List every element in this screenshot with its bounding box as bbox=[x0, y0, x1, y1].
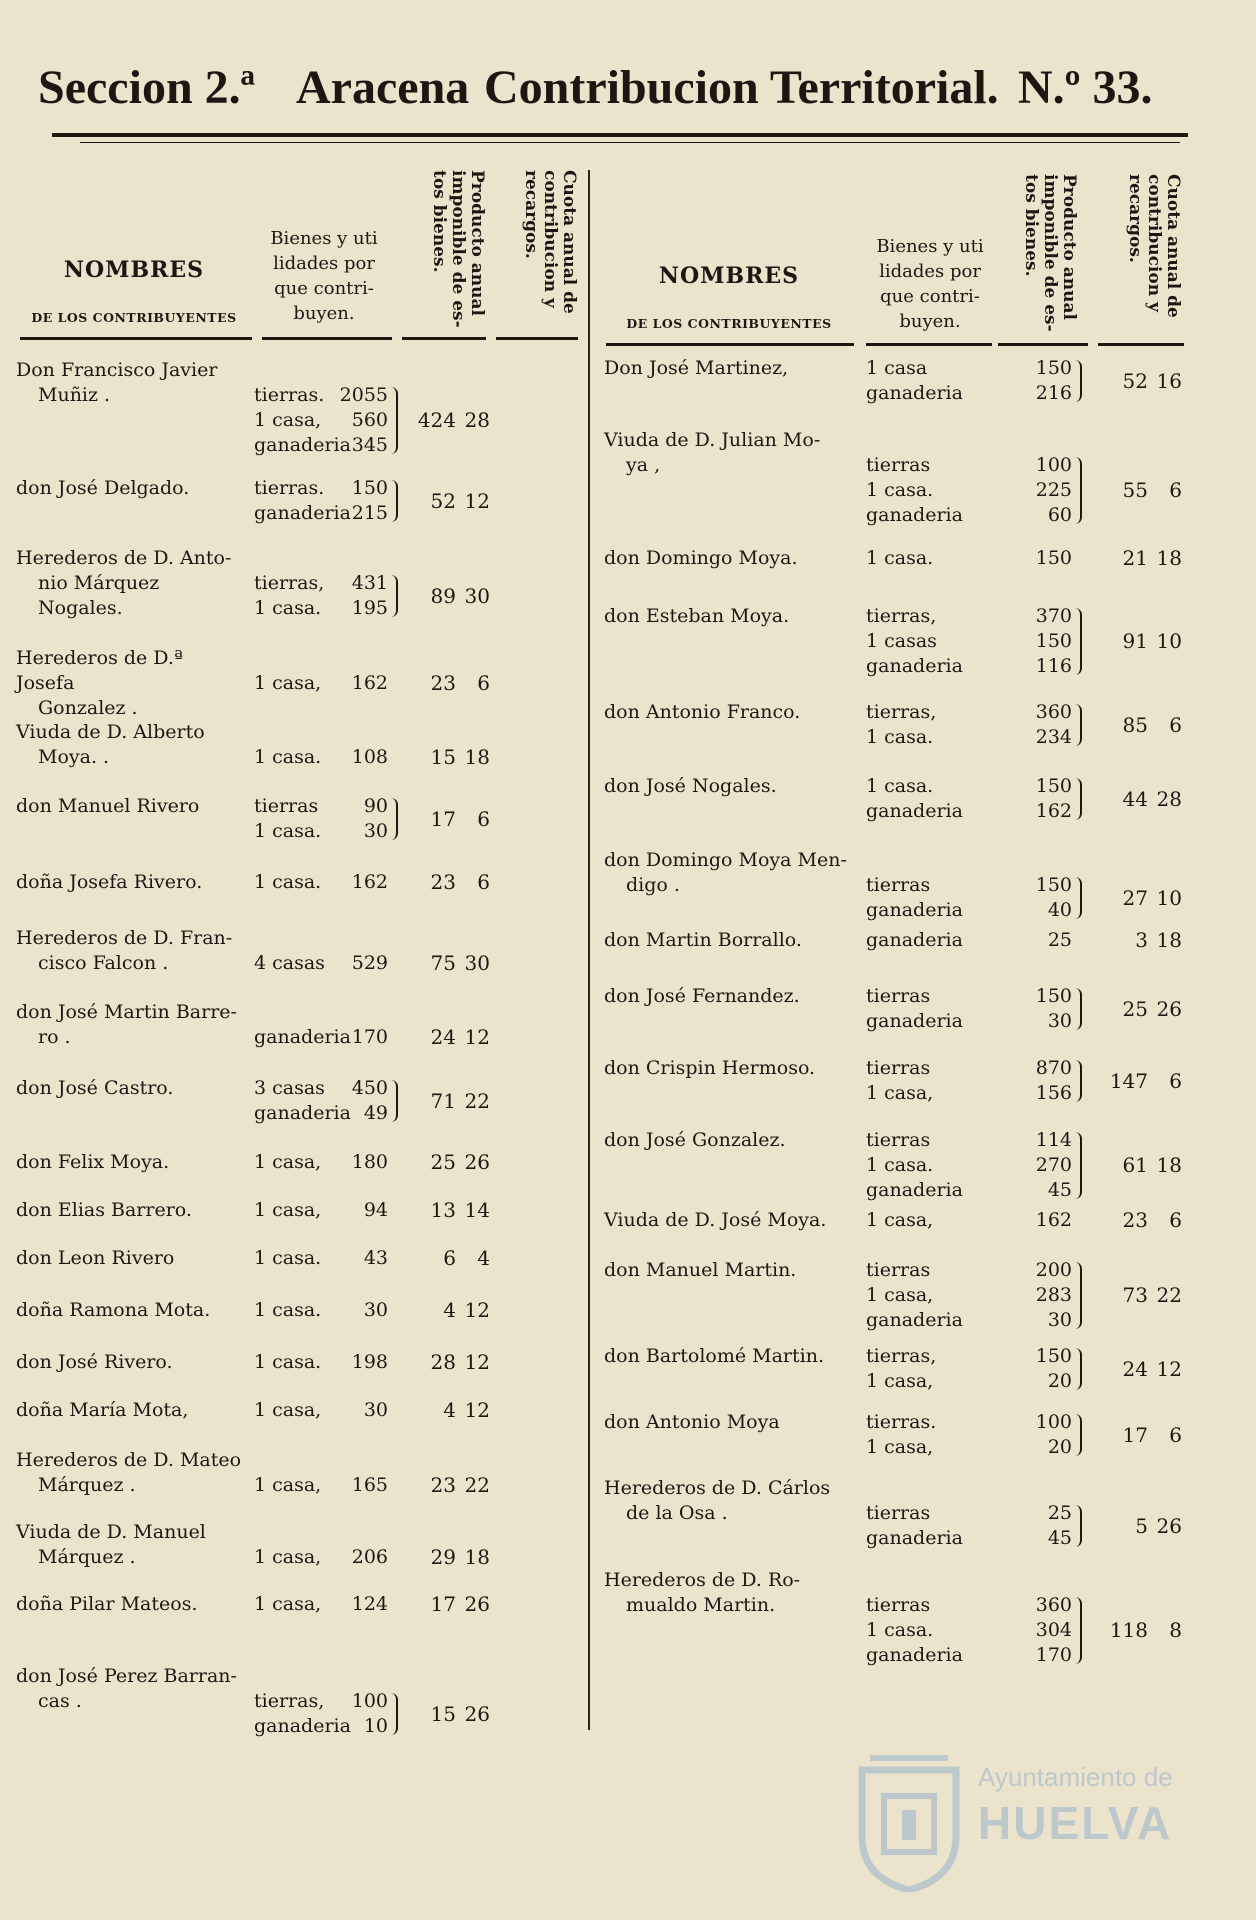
contributor-name: don Martin Borrallo. bbox=[604, 929, 802, 951]
property-items: 1 casa, bbox=[254, 1151, 322, 1173]
quota-value: 4 12 bbox=[443, 1398, 490, 1422]
cuota-header: Cuota anual de contribucion y recargos. bbox=[521, 170, 579, 314]
town-label: Aracena bbox=[296, 61, 470, 114]
brace bbox=[1075, 457, 1082, 524]
quota-value: 55 6 bbox=[1122, 478, 1182, 502]
quota-value: 52 16 bbox=[1122, 368, 1182, 393]
brace bbox=[1075, 1505, 1082, 1547]
product-values: 100 225 60 bbox=[1035, 454, 1072, 526]
contributor-name: don Antonio Franco. bbox=[604, 701, 801, 723]
product-values: 870 156 bbox=[1035, 1057, 1072, 1104]
product-values: 90 30 bbox=[363, 795, 388, 842]
quota-value: 23 6 bbox=[430, 870, 490, 894]
product-values: 206 bbox=[351, 1546, 388, 1568]
contributor-name: don José Perez Barran- cas . bbox=[16, 1665, 237, 1712]
brace bbox=[391, 1693, 398, 1735]
contributor-name: Herederos de D. Cárlos de la Osa . bbox=[604, 1477, 831, 1524]
property-items: 1 casa, bbox=[254, 1474, 322, 1496]
product-values: 25 45 bbox=[1047, 1502, 1072, 1549]
page-title bbox=[38, 60, 1178, 130]
coat-of-arms-icon bbox=[850, 1752, 968, 1892]
quota-value: 25 26 bbox=[430, 1150, 490, 1174]
contributor-name: Herederos de D. Ro- mualdo Martin. bbox=[604, 1569, 801, 1616]
contributor-name: Don Francisco Javier Muñiz . bbox=[16, 359, 218, 406]
header-rule bbox=[998, 343, 1088, 346]
property-items: tierras. 1 casa, ganaderia bbox=[254, 384, 351, 456]
quota-value: 28 12 bbox=[430, 1350, 490, 1374]
product-values: 94 bbox=[363, 1199, 388, 1221]
property-items: 1 casa. bbox=[254, 871, 322, 893]
contributor-name: don Leon Rivero bbox=[16, 1247, 175, 1269]
property-items: 1 casa. bbox=[254, 746, 322, 768]
property-items: tierras ganaderia bbox=[866, 1502, 963, 1549]
property-items: 1 casa. bbox=[254, 1299, 322, 1321]
contributor-name: don José Rivero. bbox=[16, 1351, 173, 1373]
product-values: 360 304 170 bbox=[1035, 1594, 1072, 1666]
header-rule bbox=[262, 337, 392, 340]
brace bbox=[391, 575, 398, 617]
property-items: tierras 1 casa. ganaderia bbox=[866, 1129, 963, 1201]
contributor-name: don Domingo Moya. bbox=[604, 547, 798, 569]
brace bbox=[1075, 1348, 1082, 1390]
contributor-name: don José Delgado. bbox=[16, 477, 190, 499]
property-items: 1 casa. bbox=[254, 1351, 322, 1373]
product-values: 360 234 bbox=[1035, 701, 1072, 748]
brace bbox=[391, 1080, 398, 1122]
header-rule bbox=[402, 337, 486, 340]
contributor-name: Herederos de D.ª Josefa Gonzalez . bbox=[16, 647, 183, 719]
contributor-name: don José Martin Barre- ro . bbox=[16, 1001, 237, 1048]
product-values: 108 bbox=[351, 746, 388, 768]
register-title: Contribucion Territorial. bbox=[484, 61, 999, 114]
property-items: 4 casas bbox=[254, 952, 325, 974]
contributor-name: Viuda de D. José Moya. bbox=[604, 1209, 827, 1231]
quota-value: 424 28 bbox=[417, 408, 490, 432]
property-items: tierras, 1 casa, bbox=[866, 1345, 937, 1392]
column-divider bbox=[588, 170, 590, 1730]
names-title: NOMBRES bbox=[658, 263, 800, 289]
quota-value: 71 22 bbox=[430, 1088, 490, 1113]
names-subtitle: DE LOS CONTRIBUYENTES bbox=[31, 310, 237, 325]
section-label: Seccion 2.ª bbox=[38, 61, 256, 114]
quota-value: 89 30 bbox=[430, 583, 490, 608]
property-items: 1 casa ganaderia bbox=[866, 357, 963, 404]
quota-value: 17 6 bbox=[430, 806, 490, 831]
product-values: 150 bbox=[1035, 547, 1072, 569]
quota-value: 3 18 bbox=[1135, 928, 1182, 952]
brace bbox=[1075, 877, 1082, 919]
product-values: 180 bbox=[351, 1151, 388, 1173]
contributor-name: Herederos de D. Mateo Márquez . bbox=[16, 1449, 242, 1496]
property-items: tierras. 1 casa, bbox=[866, 1411, 937, 1458]
quota-value: 15 26 bbox=[430, 1701, 490, 1726]
right-column bbox=[604, 170, 1184, 1666]
names-title: NOMBRES bbox=[63, 257, 205, 283]
quota-value: 75 30 bbox=[430, 951, 490, 975]
product-values: 450 49 bbox=[351, 1077, 388, 1124]
brace bbox=[391, 387, 398, 454]
quota-value: 23 22 bbox=[430, 1473, 490, 1497]
product-values: 162 bbox=[1035, 1209, 1072, 1231]
property-items: 1 casa, bbox=[254, 1546, 322, 1568]
quota-value: 147 6 bbox=[1109, 1068, 1182, 1093]
quota-value: 15 18 bbox=[430, 745, 490, 769]
property-items: tierras, 1 casas ganaderia bbox=[866, 605, 963, 677]
product-values: 170 bbox=[351, 1026, 388, 1048]
contributor-name: don Manuel Rivero bbox=[16, 795, 200, 817]
quota-value: 5 26 bbox=[1135, 1513, 1182, 1538]
quota-value: 27 10 bbox=[1122, 885, 1182, 910]
property-items: 1 casa. bbox=[866, 547, 934, 569]
watermark-line1: Ayuntamiento de bbox=[978, 1762, 1173, 1792]
producto-header: Producto anual imponible de es-tos bienes. bbox=[1021, 174, 1079, 332]
property-items: tierras ganaderia bbox=[866, 874, 963, 921]
product-values: 150 40 bbox=[1035, 874, 1072, 921]
names-header bbox=[16, 257, 252, 326]
left-column-header bbox=[16, 170, 578, 348]
bienes-header: Bienes y uti lidades por que contri- buyen. bbox=[270, 228, 378, 324]
property-items: ganaderia bbox=[254, 1026, 351, 1048]
property-items: ganaderia bbox=[866, 929, 963, 951]
property-items: 1 casa, bbox=[254, 1399, 322, 1421]
product-values: 431 195 bbox=[351, 572, 388, 619]
contributor-name: don Manuel Martin. bbox=[604, 1259, 797, 1281]
product-values: 100 20 bbox=[1035, 1411, 1072, 1458]
brace bbox=[1075, 1262, 1082, 1329]
product-values: 150 20 bbox=[1035, 1345, 1072, 1392]
contributor-name: don José Nogales. bbox=[604, 775, 777, 797]
product-values: 43 bbox=[363, 1247, 388, 1269]
brace bbox=[1075, 988, 1082, 1030]
product-values: 25 bbox=[1047, 929, 1072, 951]
contributor-name: Don José Martinez, bbox=[604, 357, 789, 379]
product-values: 529 bbox=[351, 952, 388, 974]
brace bbox=[391, 480, 398, 522]
product-values: 30 bbox=[363, 1399, 388, 1421]
contributor-name: don Domingo Moya Men- digo . bbox=[604, 849, 847, 896]
header-rule bbox=[496, 337, 578, 340]
brace bbox=[1075, 608, 1082, 675]
brace bbox=[391, 798, 398, 840]
bienes-header: Bienes y uti lidades por que contri- buyen. bbox=[876, 236, 984, 332]
product-values: 114 270 45 bbox=[1035, 1129, 1072, 1201]
contributor-name: don José Fernandez. bbox=[604, 985, 800, 1007]
product-values: 150 30 bbox=[1035, 985, 1072, 1032]
quota-value: 24 12 bbox=[430, 1025, 490, 1049]
quota-value: 24 12 bbox=[1122, 1356, 1182, 1381]
brace bbox=[1075, 1132, 1082, 1199]
quota-value: 17 26 bbox=[430, 1592, 490, 1616]
contributor-name: doña Pilar Mateos. bbox=[16, 1593, 198, 1615]
quota-value: 85 6 bbox=[1122, 712, 1182, 737]
watermark-line2: HUELVA bbox=[978, 1797, 1173, 1849]
producto-header: Producto anual imponible de es-tos bienes. bbox=[429, 170, 487, 328]
product-values: 200 283 30 bbox=[1035, 1259, 1072, 1331]
quota-value: 73 22 bbox=[1122, 1283, 1182, 1307]
product-values: 30 bbox=[363, 1299, 388, 1321]
right-column-header bbox=[604, 170, 1184, 348]
contributor-name: don Bartolomé Martin. bbox=[604, 1345, 824, 1367]
property-items: 1 casa, bbox=[866, 1209, 934, 1231]
contributor-name: don Esteban Moya. bbox=[604, 605, 790, 627]
property-items: 3 casas ganaderia bbox=[254, 1077, 351, 1124]
brace bbox=[1075, 778, 1082, 820]
property-items: tierras, 1 casa. bbox=[254, 572, 325, 619]
property-items: tierras, ganaderia bbox=[254, 1690, 351, 1737]
product-values: 198 bbox=[351, 1351, 388, 1373]
quota-value: 6 4 bbox=[443, 1246, 490, 1270]
property-items: tierras 1 casa, ganaderia bbox=[866, 1259, 963, 1331]
header-rule bbox=[1098, 343, 1184, 346]
quota-value: 23 6 bbox=[1122, 1208, 1182, 1232]
contributor-name: Viuda de D. Manuel Márquez . bbox=[16, 1521, 206, 1568]
contributor-name: doña Ramona Mota. bbox=[16, 1299, 211, 1321]
product-values: 100 10 bbox=[351, 1690, 388, 1737]
property-items: tierras 1 casa. ganaderia bbox=[866, 1594, 963, 1666]
contributor-name: doña Josefa Rivero. bbox=[16, 871, 203, 893]
contributor-name: don Elias Barrero. bbox=[16, 1199, 192, 1221]
property-items: tierras ganaderia bbox=[866, 985, 963, 1032]
brace bbox=[1075, 1060, 1082, 1102]
quota-value: 91 10 bbox=[1122, 629, 1182, 653]
property-items: tierras, 1 casa. bbox=[866, 701, 937, 748]
property-items: tierras 1 casa, bbox=[866, 1057, 934, 1104]
brace bbox=[1075, 360, 1082, 402]
quota-value: 44 28 bbox=[1122, 786, 1182, 811]
quota-value: 118 8 bbox=[1109, 1618, 1182, 1642]
property-items: tierras 1 casa. ganaderia bbox=[866, 454, 963, 526]
property-items: 1 casa. ganaderia bbox=[866, 775, 963, 822]
quota-value: 52 12 bbox=[430, 488, 490, 513]
contributor-name: don Crispin Hermoso. bbox=[604, 1057, 816, 1079]
cuota-header: Cuota anual de contribucion y recargos. bbox=[1125, 174, 1183, 318]
title-rule bbox=[52, 133, 1188, 137]
product-values: 150 215 bbox=[351, 477, 388, 524]
brace bbox=[1075, 1597, 1082, 1664]
names-header bbox=[604, 263, 854, 332]
product-values: 124 bbox=[351, 1593, 388, 1615]
product-values: 150 162 bbox=[1035, 775, 1072, 822]
register-number: N.º 33. bbox=[1018, 61, 1153, 114]
product-values: 370 150 116 bbox=[1035, 605, 1072, 677]
brace bbox=[1075, 1414, 1082, 1456]
product-values: 162 bbox=[351, 672, 388, 694]
watermark bbox=[850, 1752, 1190, 1902]
contributor-name: don Antonio Moya bbox=[604, 1411, 780, 1433]
header-rule bbox=[866, 343, 992, 346]
product-values: 162 bbox=[351, 871, 388, 893]
brace bbox=[1075, 704, 1082, 746]
quota-value: 23 6 bbox=[430, 671, 490, 695]
contributor-name: don José Castro. bbox=[16, 1077, 174, 1099]
property-items: 1 casa. bbox=[254, 1247, 322, 1269]
property-items: 1 casa, bbox=[254, 1593, 322, 1615]
property-items: tierras. ganaderia bbox=[254, 477, 351, 524]
quota-value: 29 18 bbox=[430, 1545, 490, 1569]
contributor-name: Herederos de D. Anto- nio Márquez Nogales. bbox=[16, 547, 232, 619]
names-subtitle: DE LOS CONTRIBUYENTES bbox=[626, 316, 832, 331]
quota-value: 61 18 bbox=[1122, 1153, 1182, 1177]
product-values: 2055 560 345 bbox=[339, 384, 388, 456]
product-values: 150 216 bbox=[1035, 357, 1072, 404]
contributor-name: don Felix Moya. bbox=[16, 1151, 170, 1173]
header-rule bbox=[20, 337, 252, 340]
property-items: tierras 1 casa. bbox=[254, 795, 322, 842]
quota-value: 21 18 bbox=[1122, 546, 1182, 570]
contributor-name: don José Gonzalez. bbox=[604, 1129, 786, 1151]
property-items: 1 casa, bbox=[254, 1199, 322, 1221]
title-rule-thin bbox=[80, 142, 1180, 143]
quota-value: 25 26 bbox=[1122, 996, 1182, 1021]
product-values: 165 bbox=[351, 1474, 388, 1496]
property-items: 1 casa, bbox=[254, 672, 322, 694]
quota-value: 17 6 bbox=[1122, 1422, 1182, 1447]
contributor-name: doña María Mota, bbox=[16, 1399, 189, 1421]
quota-value: 4 12 bbox=[443, 1298, 490, 1322]
quota-value: 13 14 bbox=[430, 1198, 490, 1222]
contributor-name: Herederos de D. Fran- cisco Falcon . bbox=[16, 927, 233, 974]
left-column bbox=[16, 170, 579, 1737]
contributor-name: Viuda de D. Julian Mo- ya , bbox=[604, 429, 821, 476]
contributor-name: Viuda de D. Alberto Moya. . bbox=[16, 721, 205, 768]
header-rule bbox=[606, 343, 854, 346]
